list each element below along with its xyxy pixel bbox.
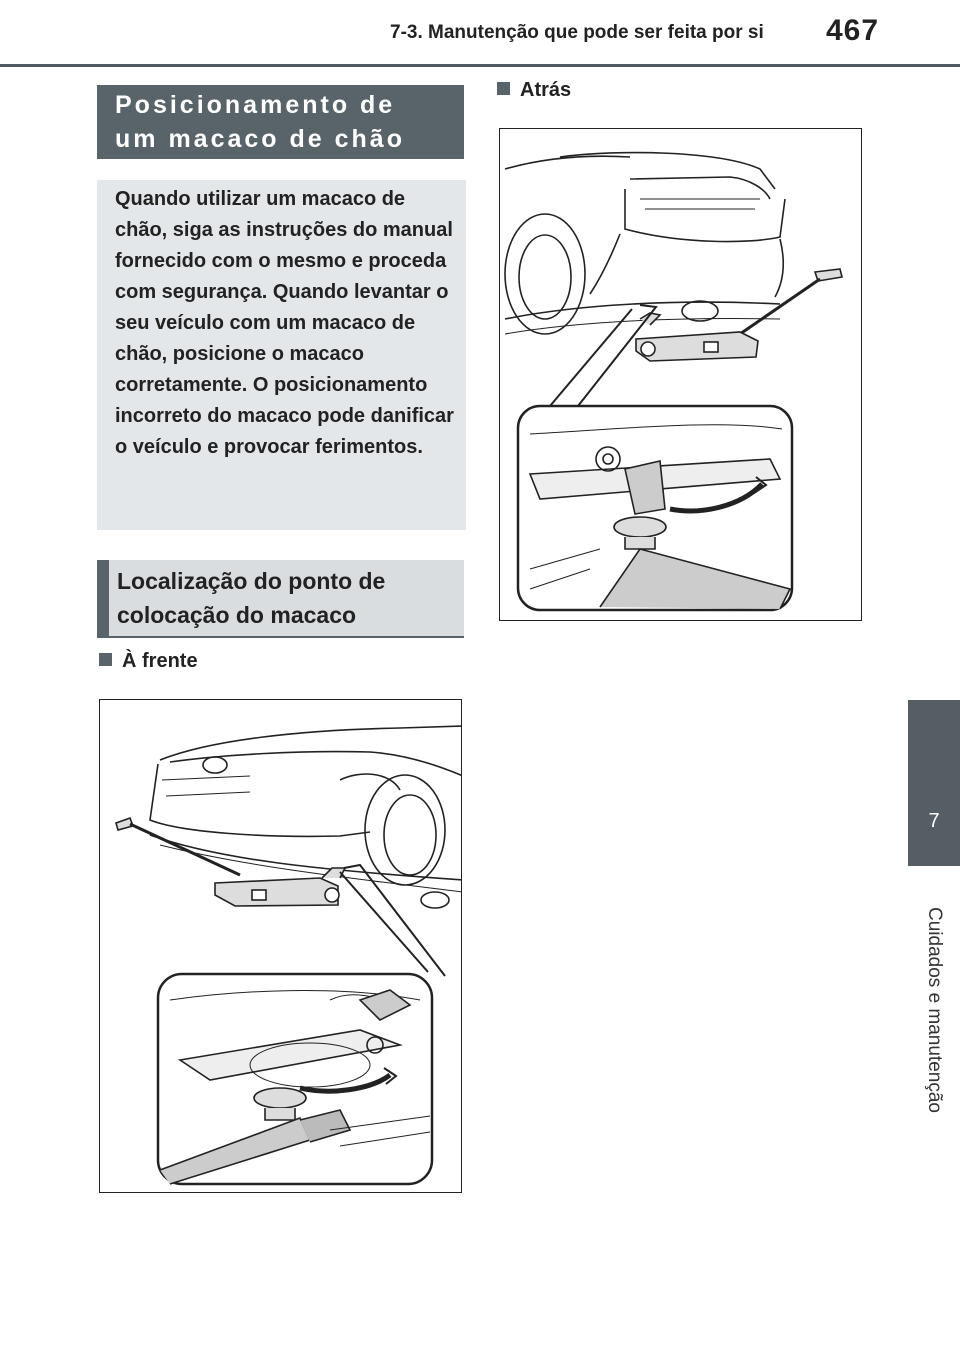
section-title: 7-3. Manutenção que pode ser feita por si (390, 22, 764, 43)
intro-text: Quando utilizar um macaco de chão, siga as instruções do manual fornecido com o mesmo e proceda com segurança. Quando levantar o seu veículo com um macaco de chão, posicione o macaco corretamente. O posicionamento incorreto do macaco pode danificar o veículo e provocar ferimentos. (115, 188, 454, 458)
front-jack-point-illustration (100, 700, 462, 1193)
sub-heading: Localização do ponto de colocação do macaco (117, 568, 386, 628)
sub-heading-box (97, 560, 464, 638)
bullet-square-icon (497, 82, 510, 95)
intro-box (97, 180, 466, 530)
header-divider (0, 64, 960, 67)
chapter-title: Cuidados e manutenção (924, 907, 945, 1113)
rear-label: Atrás (520, 79, 572, 101)
main-heading: Posicionamento de um macaco de chão (115, 91, 405, 153)
rear-jack-point-illustration (500, 129, 862, 621)
main-heading-box (97, 85, 464, 159)
front-figure (99, 699, 462, 1193)
page-number: 467 (826, 14, 880, 47)
bullet-square-icon (99, 653, 112, 666)
rear-label-row (497, 79, 571, 102)
front-label: À frente (122, 650, 198, 672)
front-label-row (99, 650, 198, 673)
rear-figure (499, 128, 862, 621)
chapter-number: 7 (928, 810, 940, 832)
chapter-tab[interactable] (908, 700, 960, 866)
